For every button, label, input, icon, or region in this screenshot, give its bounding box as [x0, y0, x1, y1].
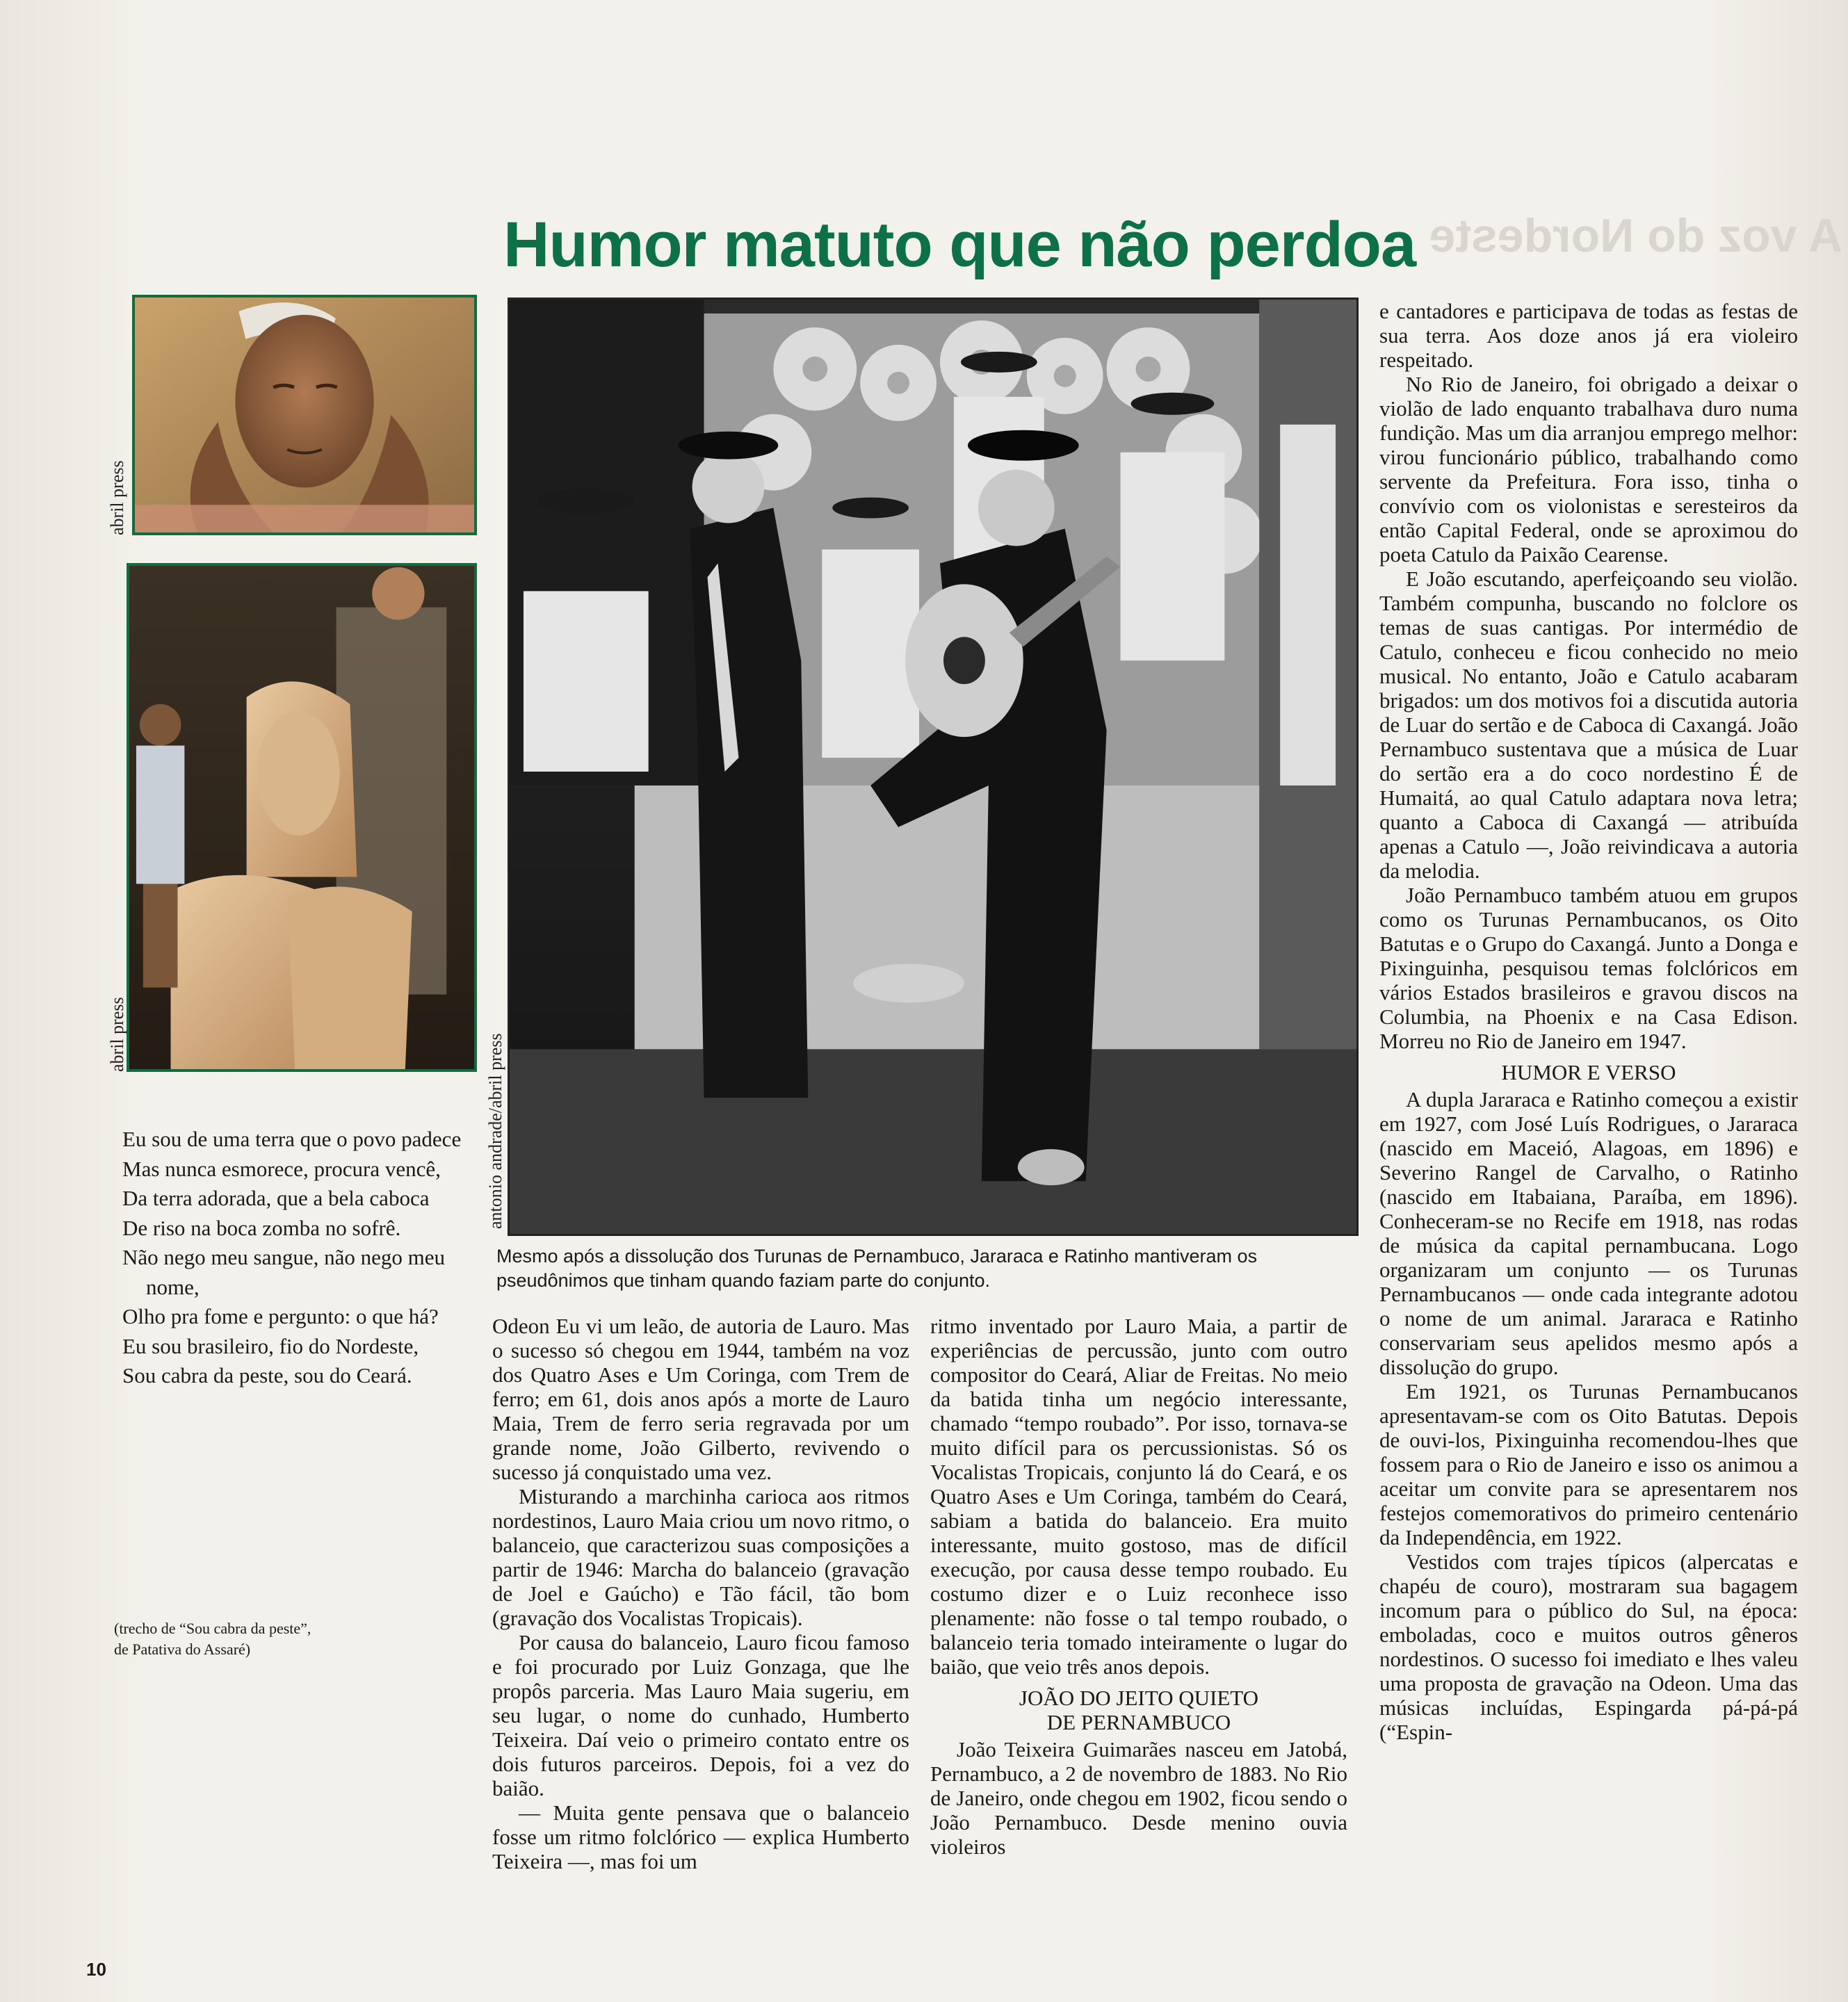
poem-source — [114, 1618, 406, 1660]
section-heading-line: JOÃO DO JEITO QUIETO — [1019, 1686, 1259, 1710]
poem-source-line: (trecho de “Sou cabra da peste”, — [114, 1620, 311, 1637]
poem-line: De riso na boca zomba no sofrê. — [122, 1215, 401, 1240]
article-paragraph: — Muita gente pensava que o balanceio fosse um ritmo folclórico — explica Humberto Teixeira —, mas foi um — [492, 1800, 909, 1873]
article-paragraph: Por causa do balanceio, Lauro ficou famoso e foi procurado por Luiz Gonzaga, que lhe propôs parceria. Mas Lauro Maia sugeriu, em seu lugar, o nome do cunhado, Humberto Teixeira. Daí veio o primeiro contato entre os dois futuros parceiros. Depois, foi a vez do baião. — [492, 1630, 909, 1800]
section-heading-joao — [930, 1686, 1347, 1734]
ghost-headline-showthrough: A voz do Nordeste — [1429, 209, 1842, 262]
article-column-1 — [492, 1314, 909, 1873]
article-paragraph: Misturando a marchinha carioca aos ritmos nordestinos, Lauro Maia criou um novo ritmo, o balanceio, que caracterizou suas composições a partir de 1946: Marcha do balanceio (gravação de Joel e Gaúcho) e Tão fácil, tão bom (gravação dos Vocalistas Tropicais). — [492, 1484, 909, 1630]
article-paragraph: Odeon Eu vi um leão, de autoria de Lauro. Mas o sucesso só chegou em 1944, também na voz dos Quatro Ases e Um Coringa, com Trem de ferro; em 61, dois anos após a morte de Lauro Maia, Trem de ferro seria regravada por um grande nome, João Gilberto, revivendo o sucesso já conquistado uma vez. — [492, 1314, 909, 1484]
photo-musicians-credit: antonio andrade/abril press — [485, 1033, 505, 1229]
poem-line: Eu sou brasileiro, fio do Nordeste, — [122, 1333, 419, 1358]
article-column-3 — [1379, 299, 1798, 1744]
article-paragraph: ritmo inventado por Lauro Maia, a partir de experiências de percussão, junto com outro compositor do Ceará, Aliar de Freitas. No meio da batida tinha um negócio interessante, chamado “tempo roubado”. Por isso, tornava-se muito difícil para os percussionistas. Só os Vocalistas Tropicais, conjunto lá do Ceará, e os Quatro Ases e Um Coringa, também do Ceará, sabiam a batida do balanceio. Era muito interessante, muito gostoso, mas de difícil execução, por causa desse tempo roubado. Eu costumo dizer e o Luiz reconhece isso plenamente: não fosse o tal tempo roubado, o balanceio teria tomado inteiramente o lugar do baião, que veio três anos depois. — [930, 1314, 1347, 1679]
poem-line: Sou cabra da peste, sou do Ceará. — [122, 1363, 412, 1387]
page-number: 10 — [86, 1959, 106, 1980]
section-heading-line: DE PERNAMBUCO — [1046, 1710, 1231, 1734]
photo-musicians-image — [510, 300, 1356, 1234]
article-column-2 — [930, 1314, 1347, 1859]
photo-musicians — [508, 298, 1359, 1236]
photo-woman-credit: abril press — [107, 460, 127, 535]
photo-sculptor-credit: abril press — [107, 997, 127, 1072]
poem-line: Eu sou de uma terra que o povo padece — [122, 1127, 462, 1151]
photo-caption: Mesmo após a dissolução dos Turunas de Pernambuco, Jararaca e Ratinho mantiveram os pseudônimos que tinham quando faziam parte do conjunto. — [496, 1246, 1258, 1291]
photo-woman-image — [135, 298, 474, 532]
poem-line: Não nego meu sangue, não nego meu nome, — [122, 1245, 446, 1299]
poem-line: Da terra adorada, que a bela caboca — [122, 1186, 430, 1210]
photo-sculptor — [127, 563, 477, 1072]
article-paragraph: e cantadores e participava de todas as festas de sua terra. Aos doze anos já era violeiro respeitado. — [1379, 299, 1798, 372]
section-heading-humor: HUMOR E VERSO — [1501, 1060, 1676, 1084]
article-paragraph: No Rio de Janeiro, foi obrigado a deixar o violão de lado enquanto trabalhava duro numa fundição. Mas um dia arranjou emprego melhor: virou funcionário público, trabalhando como servente da Prefeitura. Fora isso, tinha o convívio com os violonistas e seresteiros da então Capital Federal, onde se aproximou do poeta Catulo da Paixão Cearense. — [1379, 372, 1798, 567]
poem-line: Mas nunca esmorece, procura vencê, — [122, 1156, 441, 1181]
photo-woman — [132, 295, 477, 535]
poem-line: Olho pra fome e pergunto: o que há? — [122, 1304, 439, 1328]
article-paragraph: Em 1921, os Turunas Pernambucanos apresentavam-se com os Oito Batutas. Depois de ouvi-los, Pixinguinha recomendou-lhes que fossem para o Rio de Janeiro e isso os animou a aceitar um convite para se apresentarem nos festejos comemorativos do primeiro centenário da Independência, em 1922. — [1379, 1379, 1798, 1549]
article-paragraph: Vestidos com trajes típicos (alpercatas e chapéu de couro), mostraram sua bagagem incomum para o público do Sul, na época: emboladas, coco e muitos outros gêneros nordestinos. O sucesso foi imediato e lhes valeu uma proposta de gravação na Odeon. Uma das músicas incluídas, Espingarda pá-pá-pá (“Espin- — [1379, 1549, 1798, 1744]
article-paragraph: João Pernambuco também atuou em grupos como os Turunas Pernambucanos, os Oito Batutas e o Grupo do Caxangá. Junto a Donga e Pixinguinha, pesquisou temas folclóricos em vários Estados brasileiros e gravou discos na Columbia, na Phoenix e na Casa Edison. Morreu no Rio de Janeiro em 1947. — [1379, 883, 1798, 1053]
page-headline: Humor matuto que não perdoa — [503, 209, 1416, 280]
article-paragraph: A dupla Jararaca e Ratinho começou a existir em 1927, com José Luís Rodrigues, o Jararaca (nascido em Maceió, Alagoas, em 1896) e Severino Rangel de Carvalho, o Ratinho (nascido em Itabaiana, Paraíba, em 1896). Conheceram-se no Recife em 1918, nas rodas de música da capital pernambucana. Logo organizaram um conjunto — os Turunas Pernambucanos — onde cada integrante adotou o nome de um animal. Jararaca e Ratinho conservariam seus apelidos mesmo após a dissolução do grupo. — [1379, 1087, 1798, 1379]
article-paragraph: E João escutando, aperfeiçoando seu violão. Também compunha, buscando no folclore os temas de suas cantigas. Por intermédio de Catulo, conheceu e ficou conhecido no meio musical. No entanto, João e Catulo acabaram brigados: um dos motivos foi a discutida autoria de Luar do sertão e de Caboca di Caxangá. João Pernambuco sustentava que a música de Luar do sertão era a do coco nordestino É de Humaitá, ao qual Catulo adaptara nova letra; quanto a Caboca di Caxangá — atribuída apenas a Catulo —, João reivindicava a autoria da melodia. — [1379, 567, 1798, 883]
poem-source-line: de Patativa do Assaré) — [114, 1641, 251, 1658]
article-paragraph: João Teixeira Guimarães nasceu em Jatobá, Pernambuco, a 2 de novembro de 1883. No Rio de Janeiro, onde chegou em 1902, ficou sendo o João Pernambuco. Desde menino ouvia violeiros — [930, 1737, 1347, 1859]
photo-sculptor-image — [129, 566, 474, 1069]
poem — [122, 1125, 463, 1391]
